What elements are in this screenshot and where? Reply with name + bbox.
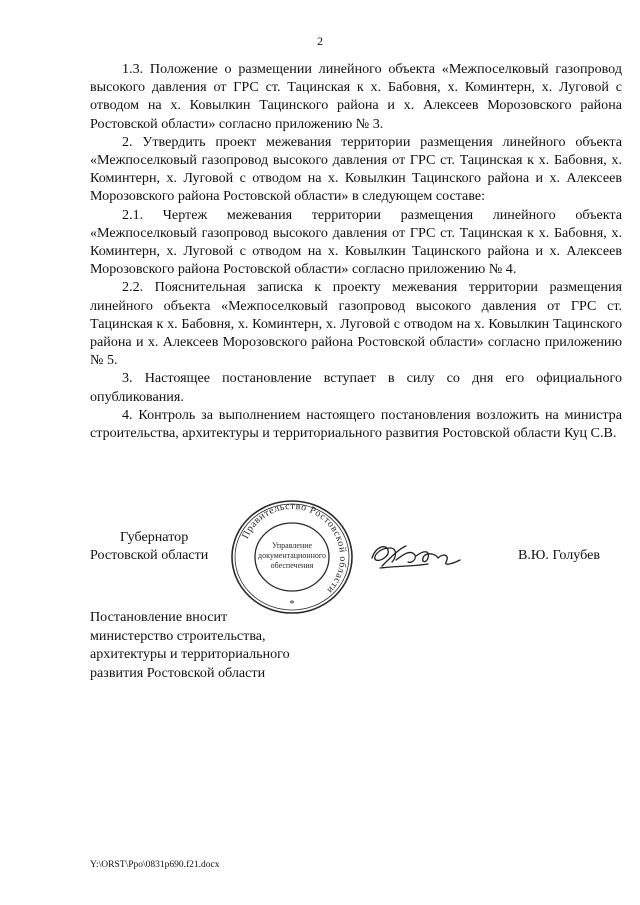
seal-star: * xyxy=(289,598,295,610)
handwritten-signature xyxy=(366,536,466,576)
submitter-note xyxy=(90,608,290,682)
paragraph-1-3: 1.3. Положение о размещении линейного объекта «Межпоселковый газопровод высокого давления от ГРС ст. Тацинская к х. Бабовня, х. Коминтерн, х. Луговой с отводом на х. Ковылкин Тацинского района и х. Алексеев Морозовского района Ростовской области» согласно приложению № 3. xyxy=(90,61,622,132)
submitter-line-3: архитектуры и территориального xyxy=(90,646,290,662)
signer-name: В.Ю. Голубев xyxy=(518,547,601,563)
submitter-line-2: министерство строительства, xyxy=(90,627,266,644)
governor-region: Ростовской области xyxy=(90,547,209,563)
paragraph-2: 2. Утвердить проект межевания территории размещения линейного объекта «Межпоселковый газопровод высокого давления от ГРС ст. Тацинская к х. Бабовня, х. Коминтерн, х. Луговой с отводом на х. Ковылкин Тацинского района и х. Алексеев Морозовского района Ростовской области» в следующем составе: xyxy=(90,133,622,205)
file-path-footer: Y:\ORST\Ppo\0831p690.f21.docx xyxy=(90,860,220,870)
submitter-line-1: Постановление вносит xyxy=(90,609,228,625)
page-number: 2 xyxy=(317,34,323,48)
seal-inner-line-1: Управление xyxy=(271,541,313,550)
paragraph-3: 3. Настоящее постановление вступает в силу со дня его официального опубликования. xyxy=(90,370,622,405)
governor-title: Губернатор xyxy=(120,529,189,545)
paragraph-2-1: 2.1. Чертеж межевания территории размещения линейного объекта «Межпоселковый газопровод высокого давления от ГРС ст. Тацинская к х. Бабовня, х. Коминтерн, х. Луговой с отводом на х. Ковылкин Тацинского района и х. Алексеев Морозовского района Ростовской области» согласно приложению № 4. xyxy=(90,206,622,278)
submitter-line-4: развития Ростовской области xyxy=(90,664,266,681)
paragraph-2-2: 2.2. Пояснительная записка к проекту межевания территории размещения линейного объекта «Межпоселковый газопровод высокого давления от ГРС ст. Тацинская к х. Бабовня, х. Коминтерн, х. Луговой с отводом на х. Ковылкин Тацинского района и х. Алексеев Морозовского района Ростовской области» согласно приложению № 5. xyxy=(90,279,622,369)
body-text xyxy=(90,60,622,442)
seal-inner-line-3: обеспечения xyxy=(270,561,314,570)
seal-inner-line-2: документационного xyxy=(258,551,326,560)
official-seal xyxy=(228,498,356,616)
paragraph-4: 4. Контроль за выполнением настоящего постановления возложить на министра строительства, архитектуры и территориального развития Ростовской области Куц С.В. xyxy=(90,406,622,442)
seal-outer-text: Правительство Ростовской области xyxy=(240,500,349,596)
